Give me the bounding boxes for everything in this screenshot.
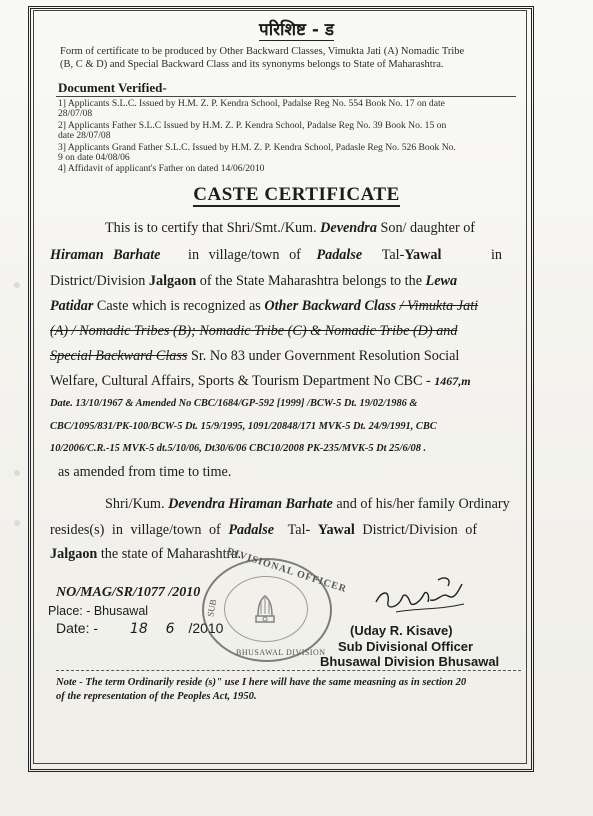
body-line-1: This is to certify that Shri/Smt./Kum. Devendra Son/ daughter of <box>105 220 476 236</box>
document-item: 4] Affidavit of applicant's Father on dated 14/06/2010 <box>58 163 265 174</box>
document-item: 28/07/08 <box>58 108 93 119</box>
documents-heading: Document Verified- <box>58 80 167 95</box>
residence-line-3: Jalgaon the state of Maharashtra. <box>50 546 242 562</box>
resolution-dates-3: 10/2006/C.R.-15 MVK-5 dt.5/10/06, Dt30/6/06 CBC10/2008 PK-235/MVK-5 Dt 25/6/08 . <box>50 443 427 454</box>
caste-category: Other Backward Class <box>264 298 396 314</box>
document-item: 3] Applicants Grand Father S.L.C. Issued by H.M. Z. P. Kendra School, Padasle Reg No. 526 Book No. <box>58 142 456 153</box>
signatory-title: Sub Divisional Officer <box>338 639 474 654</box>
appendix-title: परिशिष्ट - ड <box>259 20 334 40</box>
residence-line-2: resides(s) in village/town of Padalse Tal- Yawal District/Division of <box>50 522 478 538</box>
body-line-3: District/Division Jalgaon of the State Maharashtra belongs to the Lewa <box>50 273 458 289</box>
document-item: 2] Applicants Father S.L.C Issued by H.M. Z. P. Kendra School, Padalse Reg No. 39 Book No. 15 on <box>58 120 447 131</box>
caste-name: Patidar <box>50 298 94 314</box>
seal-text-left: SUB <box>205 598 219 618</box>
resolution-dates-2: CBC/1095/831/PK-100/BCW-5 Dt. 15/9/1995, 1091/20848/171 MVK-5 Dt. 24/9/1991, CBC <box>50 421 437 432</box>
applicant-full-name: Devendra Hiraman Barhate <box>168 496 333 512</box>
body-line-7: Welfare, Cultural Affairs, Sports & Tourism Department No CBC - 1467,m <box>50 373 471 389</box>
district-name: Jalgaon <box>148 273 197 289</box>
signature-text <box>376 590 378 591</box>
seal-text-bottom: BHUSAWAL DIVISION <box>236 648 326 657</box>
issue-date: Date: - 18 6 /2010 <box>56 620 224 637</box>
seal-text-top: DIVISIONAL OFFICER <box>225 545 349 596</box>
divider <box>56 670 521 671</box>
note-line-1: Note - The term Ordinarily reside (s)" use I here will have the same measning as in section 20 <box>56 677 467 688</box>
signatory-name: (Uday R. Kisave) <box>350 623 453 638</box>
reference-number: NO/MAG/SR/1077 /2010 <box>56 585 201 600</box>
father-name: Hiraman Barhate <box>50 247 161 263</box>
amended-line: as amended from time to time. <box>58 464 232 480</box>
national-emblem-icon <box>248 590 282 626</box>
punch-hole <box>14 520 20 526</box>
signature-scribble <box>368 572 478 622</box>
document-item: date 28/07/08 <box>58 130 111 141</box>
body-line-6: Special Backward Class Sr. No 83 under Government Resolution Social <box>50 348 460 364</box>
signatory-office: Bhusawal Division Bhusawal <box>320 654 500 669</box>
body-line-5: (A) / Nomadic Tribes (B); Nomadic Tribe (C) & Nomadic Tribe (D) and <box>50 323 458 339</box>
divider <box>56 96 516 97</box>
body-line-4: Patidar Caste which is recognized as Other Backward Class / Vimukta Jati <box>50 298 479 314</box>
form-description-line1: Form of certificate to be produced by Other Backward Classes, Vimukta Jati (A) Nomadic Tribe <box>60 46 465 57</box>
punch-hole <box>14 470 20 476</box>
applicant-first-name: Devendra <box>320 220 377 236</box>
residence-line-1: Shri/Kum. Devendra Hiraman Barhate and of his/her family Ordinary <box>105 496 510 512</box>
document-item: 1] Applicants S.L.C. Issued by H.M. Z. P. Kendra School, Padalse Reg No. 554 Book No. 17 on date <box>58 98 445 109</box>
note-line-2: of the representation of the Peoples Act, 1950. <box>56 691 257 702</box>
document-item: 9 on date 04/08/06 <box>58 152 130 163</box>
place: Place: - Bhusawal <box>48 604 149 618</box>
resolution-dates-1: Date. 13/10/1967 & Amended No CBC/1684/GP-592 [1999] /BCW-5 Dt. 19/02/1986 & <box>50 398 418 409</box>
form-description-line2: (B, C & D) and Special Backward Class and its synonyms belongs to State of Maharashtra. <box>60 59 444 70</box>
body-line-2: Hiraman Barhate in village/town of Padalse Tal-Yawal in <box>50 247 502 263</box>
certificate-title: CASTE CERTIFICATE <box>193 184 400 205</box>
punch-hole <box>14 282 20 288</box>
